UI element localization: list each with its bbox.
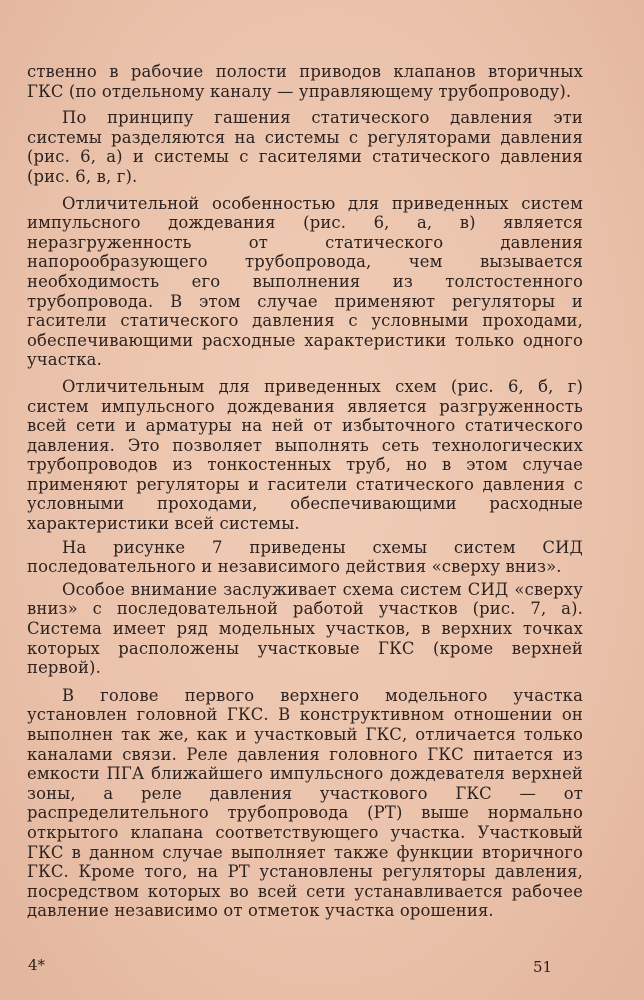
paragraph-6: Особое внимание заслуживает схема систем СИД «сверху вниз» с последовательной работой участков (рис. 7, а). Система имеет ряд модельных участков, в верхних точках которых расположены участковые ГКС (кроме верхней первой). xyxy=(27,579,583,678)
paragraph-3: Отличительной особенностью для приведенных систем импульсного дождевания (рис. 6, а, в) является неразгруженность от статического давления напорообразующего трубопровода, чем вызывается необходимость его выполнения из толстостенного трубопровода. В этом случае применяют регуляторы и гасители статического давления с условными проходами, обеспечивающими расходные характеристики только одного участка. xyxy=(27,193,583,370)
paragraph-1: ственно в рабочие полости приводов клапанов вторичных ГКС (по отдельному каналу — управляющему трубопроводу). xyxy=(27,62,583,101)
paragraph-7: В голове первого верхнего модельного участка установлен головной ГКС. В конструктивном отношении он выполнен так же, как и участковый ГКС, отличается только каналами связи. Реле давления головного ГКС питается из емкости ПГА ближайшего импульсного дождевателя верхней зоны, а реле давления участкового ГКС — от распределительного трубопровода (РТ) выше нормально открытого клапана соответствующего участка. Участковый ГКС в данном случае выполняет также функции вторичного ГКС. Кроме того, на РТ установлены регуляторы давления, посредством которых во всей сети устанавливается рабочее давление независимо от отметок участка орошения. xyxy=(27,685,583,921)
paragraph-5: На рисунке 7 приведены схемы систем СИД последовательного и независимого действия «сверху вниз». xyxy=(27,537,583,577)
paragraph-2: По принципу гашения статического давления эти системы разделяются на системы с регуляторами давления (рис. 6, а) и системы с гасителями статического давления (рис. 6, в, г). xyxy=(27,108,583,186)
signature-mark: 4* xyxy=(28,956,46,974)
page-number: 51 xyxy=(533,958,553,976)
page-body xyxy=(27,62,583,921)
paragraph-4: Отличительным для приведенных схем (рис. 6, б, г) систем импульсного дождевания является разгруженность всей сети и арматуры на ней от избыточного статического давления. Это позволяет выполнять сеть технологических трубопроводов из тонкостенных труб, но в этом случае применяют регуляторы и гасители статического давления с условными проходами, обеспечивающими расходные характеристики всей системы. xyxy=(27,376,583,534)
